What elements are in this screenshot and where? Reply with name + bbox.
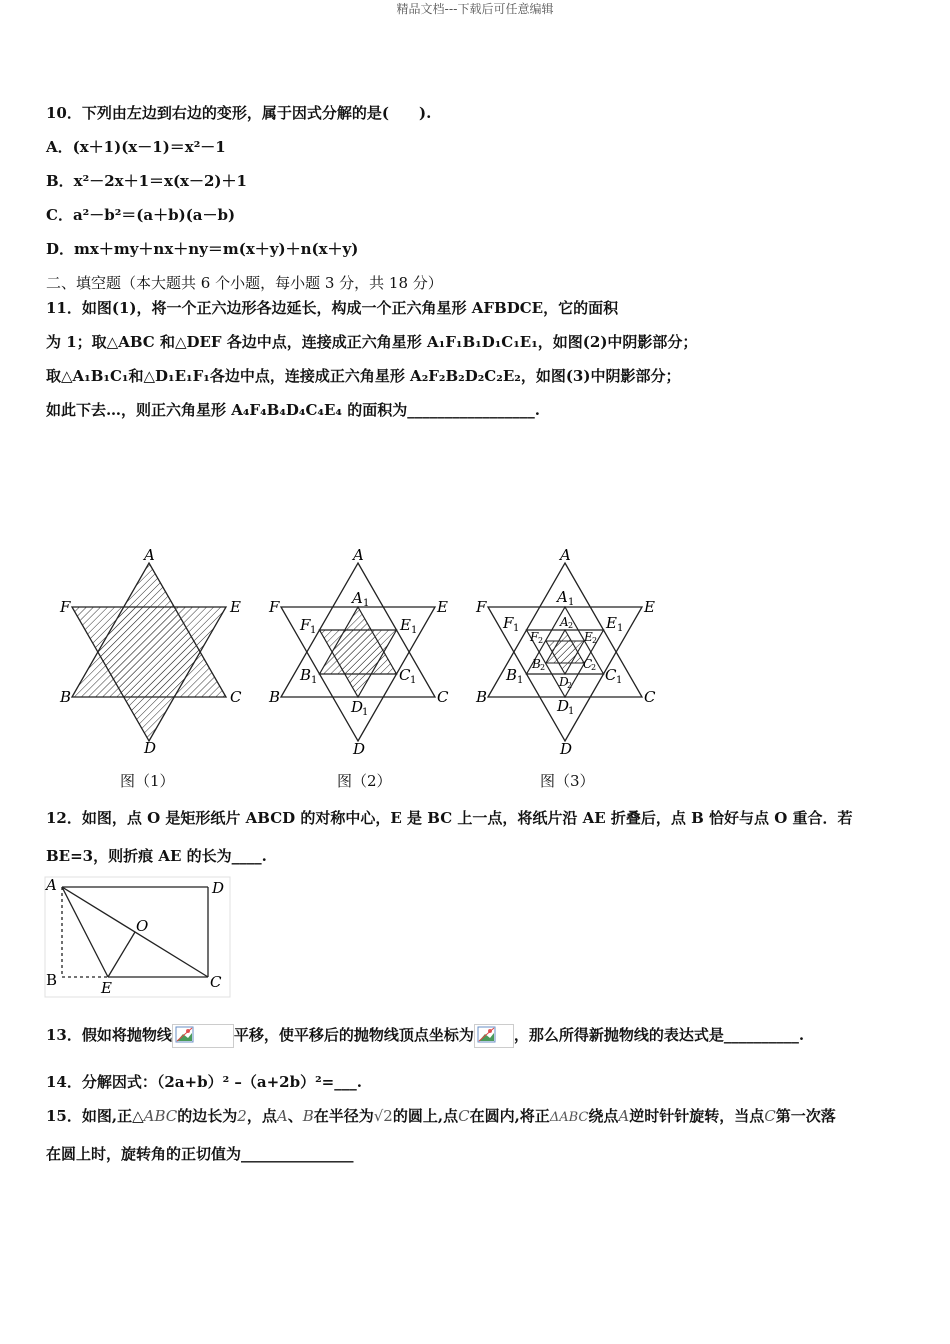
q15-abc: ABC bbox=[143, 1107, 178, 1125]
fig3-sub-e2: 2 bbox=[592, 636, 598, 645]
rect-label-e: E bbox=[101, 979, 112, 997]
fig3-label-a2: A bbox=[560, 615, 569, 629]
fig3-label-f: F bbox=[476, 598, 487, 616]
q15-t9: 逆时针针旋转，当点 bbox=[629, 1107, 765, 1125]
q13-line bbox=[46, 1022, 804, 1048]
q13-part-3: ，那么所得新抛物线的表达式是__________. bbox=[513, 1026, 805, 1044]
figure-3 bbox=[475, 546, 656, 758]
q10-option-c: C．a²－b²＝(a＋b)(a－b) bbox=[46, 206, 236, 224]
fig2-label-c: C bbox=[437, 688, 449, 706]
fig3-sub-b1: 1 bbox=[517, 675, 524, 686]
fig1-label-d: D bbox=[144, 739, 157, 757]
fig3-label-c: C bbox=[644, 688, 656, 706]
fig2-label-d: D bbox=[353, 740, 366, 758]
q13-part-1: 13．假如将抛物线 bbox=[46, 1026, 172, 1044]
figure-1 bbox=[59, 546, 242, 757]
fig3-label-b1: B bbox=[506, 666, 518, 684]
q15-point-c-2: C bbox=[764, 1107, 776, 1125]
fig3-label-a1: A bbox=[557, 588, 568, 606]
q15-t10: 第一次落 bbox=[775, 1107, 836, 1125]
fig3-sub-d2: 2 bbox=[567, 681, 573, 690]
fig3-sub-a2: 2 bbox=[568, 621, 574, 630]
fig3-label-d2: D bbox=[559, 675, 569, 689]
q15-t5: 在半径为 bbox=[313, 1107, 374, 1125]
q15-t8: 绕点 bbox=[588, 1107, 619, 1125]
fig2-label-b1: B bbox=[300, 666, 312, 684]
fig2-label-a1: A bbox=[352, 589, 363, 607]
q11-line-2: 为 1；取△ABC 和△DEF 各边中点，连接成正六角星形 A₁F₁B₁D₁C₁E₁，如图(2)中阴影部分； bbox=[46, 333, 698, 351]
fig1-label-e: E bbox=[230, 598, 241, 616]
q15-side: 2 bbox=[237, 1107, 247, 1125]
q11-line-4: 如此下去…，则正六角星形 A₄F₄B₄D₄C₄E₄ 的面积为_________________. bbox=[46, 401, 540, 419]
fig3-label-b2: B bbox=[532, 657, 541, 671]
q15-line-2: 在圆上时，旋转角的正切值为_______________ bbox=[46, 1145, 354, 1163]
fig3-sub-b2: 2 bbox=[540, 663, 546, 672]
q11-line-3: 取△A₁B₁C₁和△D₁E₁F₁各边中点，连接成正六角星形 A₂F₂B₂D₂C₂E₂，如图(3)中阴影部分； bbox=[46, 367, 681, 385]
fig3-sub-f2: 2 bbox=[538, 636, 544, 645]
q10-stem: 10．下列由左边到右边的变形，属于因式分解的是( ). bbox=[46, 104, 432, 122]
q11-line-1: 11．如图(1)，将一个正六边形各边延长，构成一个正六角星形 AFBDCE，它的面积 bbox=[46, 299, 619, 317]
rect-label-d: D bbox=[212, 879, 225, 897]
fig3-label-d: D bbox=[560, 740, 573, 758]
figure-1-caption: 图（1） bbox=[120, 772, 175, 790]
q14-line: 14．分解因式：（2a+b）² –（a+2b）²=___. bbox=[46, 1073, 362, 1091]
rectangle-fold-figure bbox=[40, 875, 235, 1000]
fig3-label-d1: D bbox=[557, 697, 570, 715]
q15-point-b: B bbox=[302, 1107, 314, 1125]
fig3-label-e2: E bbox=[584, 630, 593, 644]
fig2-sub-a1: 1 bbox=[363, 598, 370, 609]
fig2-sub-e1: 1 bbox=[411, 625, 418, 636]
q15-line-1 bbox=[46, 1106, 836, 1128]
figure-2-caption: 图（2） bbox=[337, 772, 392, 790]
q15-t7: 在圆内,将正 bbox=[469, 1107, 550, 1125]
q15-t2: 的边长为 bbox=[177, 1107, 238, 1125]
q10-option-b: B．x²－2x＋1＝x(x－2)＋1 bbox=[46, 172, 247, 190]
fig3-sub-e1: 1 bbox=[617, 623, 624, 634]
fig1-label-c: C bbox=[230, 688, 242, 706]
q13-part-2: 平移，使平移后的抛物线顶点坐标为 bbox=[233, 1026, 474, 1044]
fig2-label-e1: E bbox=[400, 616, 411, 634]
fig2-sub-b1: 1 bbox=[311, 675, 318, 686]
q15-triangle: ΔABC bbox=[549, 1110, 589, 1125]
q15-t6: 的圆上,点 bbox=[392, 1107, 459, 1125]
fig2-sub-d1: 1 bbox=[362, 707, 369, 718]
figure-2 bbox=[268, 546, 449, 758]
q10-option-a: A．(x＋1)(x－1)＝x²－1 bbox=[46, 138, 226, 156]
q15-point-a: A bbox=[276, 1107, 288, 1125]
vertex-image-icon bbox=[474, 1024, 514, 1048]
q15-point-a-2: A bbox=[618, 1107, 630, 1125]
fig3-sub-a1: 1 bbox=[568, 597, 575, 608]
q15-radius: √2 bbox=[373, 1107, 393, 1125]
fig1-label-f: F bbox=[60, 598, 71, 616]
fig3-label-e1: E bbox=[606, 614, 617, 632]
fig2-label-f: F bbox=[269, 598, 280, 616]
fig2-label-b: B bbox=[269, 688, 281, 706]
fig3-sub-c1: 1 bbox=[616, 675, 623, 686]
fig1-label-b: B bbox=[60, 688, 72, 706]
q15-t1: 15．如图,正△ bbox=[46, 1107, 144, 1125]
fig3-label-b: B bbox=[476, 688, 488, 706]
rect-label-a: A bbox=[46, 876, 57, 894]
fig3-label-c2: C bbox=[583, 657, 593, 671]
fig2-label-a: A bbox=[353, 546, 364, 564]
q15-t4: 、 bbox=[287, 1107, 303, 1125]
q12-line-2: BE=3，则折痕 AE 的长为____. bbox=[46, 847, 267, 865]
parabola-image-icon bbox=[172, 1024, 234, 1048]
q12-line-1: 12．如图，点 O 是矩形纸片 ABCD 的对称中心，E 是 BC 上一点，将纸片沿 AE 折叠后，点 B 恰好与点 O 重合．若 bbox=[46, 809, 853, 827]
rect-label-o: O bbox=[136, 917, 149, 935]
fig3-sub-f1: 1 bbox=[513, 623, 520, 634]
page-header: 精品文档---下载后可任意编辑 bbox=[396, 2, 554, 16]
section-2-title: 二、填空题（本大题共 6 个小题，每小题 3 分，共 18 分） bbox=[46, 274, 443, 292]
fig2-label-c1: C bbox=[399, 666, 411, 684]
fig2-label-d1: D bbox=[351, 698, 364, 716]
fig2-label-f1: F bbox=[300, 616, 311, 634]
fig3-label-c1: C bbox=[605, 666, 617, 684]
q15-point-c: C bbox=[458, 1107, 470, 1125]
q15-t3: ，点 bbox=[246, 1107, 277, 1125]
fig3-sub-d1: 1 bbox=[568, 706, 575, 717]
fig3-label-a: A bbox=[560, 546, 571, 564]
fig3-label-f2: F bbox=[530, 630, 539, 644]
figure-3-caption: 图（3） bbox=[540, 772, 595, 790]
rect-label-b: B bbox=[46, 971, 58, 989]
fig2-sub-f1: 1 bbox=[310, 625, 317, 636]
q10-option-d: D．mx＋my＋nx＋ny＝m(x＋y)＋n(x＋y) bbox=[46, 240, 359, 258]
fig3-label-e: E bbox=[644, 598, 655, 616]
fig3-label-f1: F bbox=[503, 614, 514, 632]
fig3-sub-c2: 2 bbox=[591, 663, 597, 672]
fig2-sub-c1: 1 bbox=[410, 675, 417, 686]
hexagram-figures bbox=[40, 540, 680, 800]
fig2-label-e: E bbox=[437, 598, 448, 616]
fig1-label-a: A bbox=[144, 546, 155, 564]
rect-label-c: C bbox=[210, 973, 222, 991]
